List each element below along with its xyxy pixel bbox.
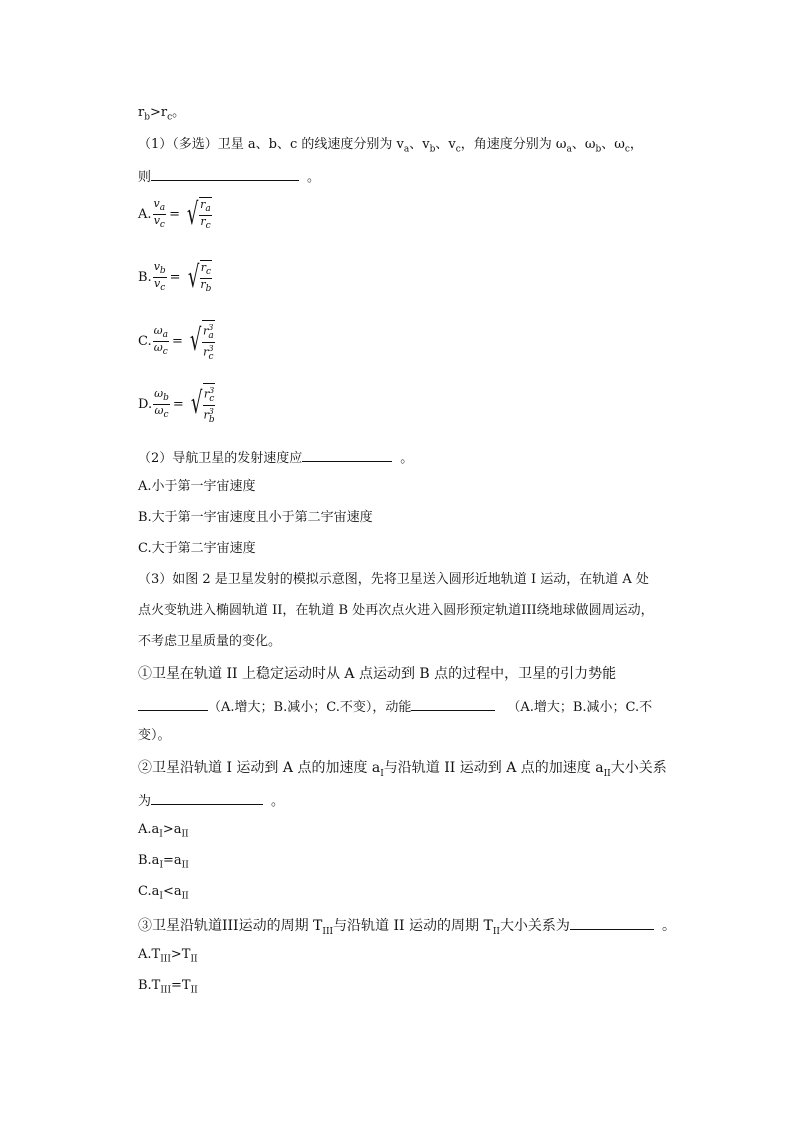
fraction: $\frac{\omega_b}{\omega_c}$ xyxy=(154,386,169,421)
answer-blank[interactable] xyxy=(411,696,495,711)
text-line: $r_b>r_c$。 xyxy=(138,105,186,123)
question-1: （1）（多选）卫星 a、b、c 的线速度分别为 $v_a$、$v_b$、$v_c$，角速度分别为 $\omega_a$、$\omega_b$、$\omega_c$， xyxy=(138,137,643,155)
sub-question-1-blanks: （A.增大；B.减小；C.不变），动能 （A.增大；B.减小；C.不 xyxy=(138,696,652,717)
answer-blank[interactable] xyxy=(570,915,654,930)
square-root: √ $\frac{r^3_c}{r^3_b}$ xyxy=(187,383,216,426)
text-line: 变）。 xyxy=(138,728,171,743)
sub-question-2-blank: 为 。 xyxy=(138,790,284,811)
option-2a[interactable]: A.小于第一宇宙速度 xyxy=(138,479,256,494)
answer-blank[interactable] xyxy=(151,166,299,181)
option-s3a[interactable]: $A.T_{III}>T_{II}$ xyxy=(138,947,198,965)
answer-blank[interactable] xyxy=(151,790,263,805)
option-s3b[interactable]: $B.T_{III}=T_{II}$ xyxy=(138,978,198,996)
square-root: √ $\frac{r_c}{r_b}$ xyxy=(187,259,212,295)
option-2b[interactable]: B.大于第一宇宙速度且小于第二宇宙速度 xyxy=(138,510,373,525)
answer-blank[interactable] xyxy=(302,447,392,462)
square-root: √ $\frac{r^3_a}{r^3_c}$ xyxy=(186,320,215,363)
fraction: $\frac{v_b}{v_c}$ xyxy=(153,260,166,294)
option-c[interactable]: C. $\frac{\omega_a}{\omega_c}$ = √ $\frac{r^3_a}{r^3_c}$ xyxy=(138,320,215,363)
sub-question-1: ①卫星在轨道 II 上稳定运动时从 A 点运动到 B 点的过程中，卫星的引力势能 xyxy=(138,666,617,682)
sub-question-2: ②卫星沿轨道 I 运动到 A 点的加速度 $a_I$与沿轨道 II 运动到 A 点的加速度 $a_{II}$大小关系 xyxy=(138,760,667,779)
option-b[interactable]: B. $\frac{v_b}{v_c}$ = √ $\frac{r_c}{r_b}$ xyxy=(138,259,212,295)
fraction: $\frac{\omega_a}{\omega_c}$ xyxy=(153,323,168,358)
question-2: （2）导航卫星的发射速度应 。 xyxy=(138,447,413,468)
option-a[interactable]: A. $\frac{v_a}{v_c}$ = √ $\frac{r_a}{r_c}$ xyxy=(138,196,211,232)
square-root: √ $\frac{r_a}{r_c}$ xyxy=(186,196,211,232)
option-d[interactable]: D. $\frac{\omega_b}{\omega_c}$ = √ $\frac{r^3_c}{r^3_b}$ xyxy=(138,383,215,426)
question-1-answer-line: 则 。 xyxy=(138,166,320,187)
option-s2a[interactable]: $A.a_I>a_{II}$ xyxy=(138,822,189,840)
question-3-line: 点火变轨进入椭圆轨道 II，在轨道 B 处再次点火进入圆形预定轨道III绕地球做圆周运动， xyxy=(138,603,654,618)
question-3-line: 不考虑卫星质量的变化。 xyxy=(138,634,282,649)
option-s2b[interactable]: $B.a_I=a_{II}$ xyxy=(138,853,189,871)
option-s2c[interactable]: $C.a_I<a_{II}$ xyxy=(138,884,189,902)
sub-question-3: ③卫星沿轨道III运动的周期 $T_{III}$与沿轨道 II 运动的周期 $T_{II}$大小关系为 。 xyxy=(138,915,676,941)
question-3-line: （3）如图 2 是卫星发射的模拟示意图，先将卫星送入圆形近地轨道 I 运动，在轨道 A 处 xyxy=(138,572,649,587)
answer-blank[interactable] xyxy=(138,696,208,711)
option-2c[interactable]: C.大于第二宇宙速度 xyxy=(138,541,256,556)
fraction: $\frac{v_a}{v_c}$ xyxy=(153,197,166,231)
